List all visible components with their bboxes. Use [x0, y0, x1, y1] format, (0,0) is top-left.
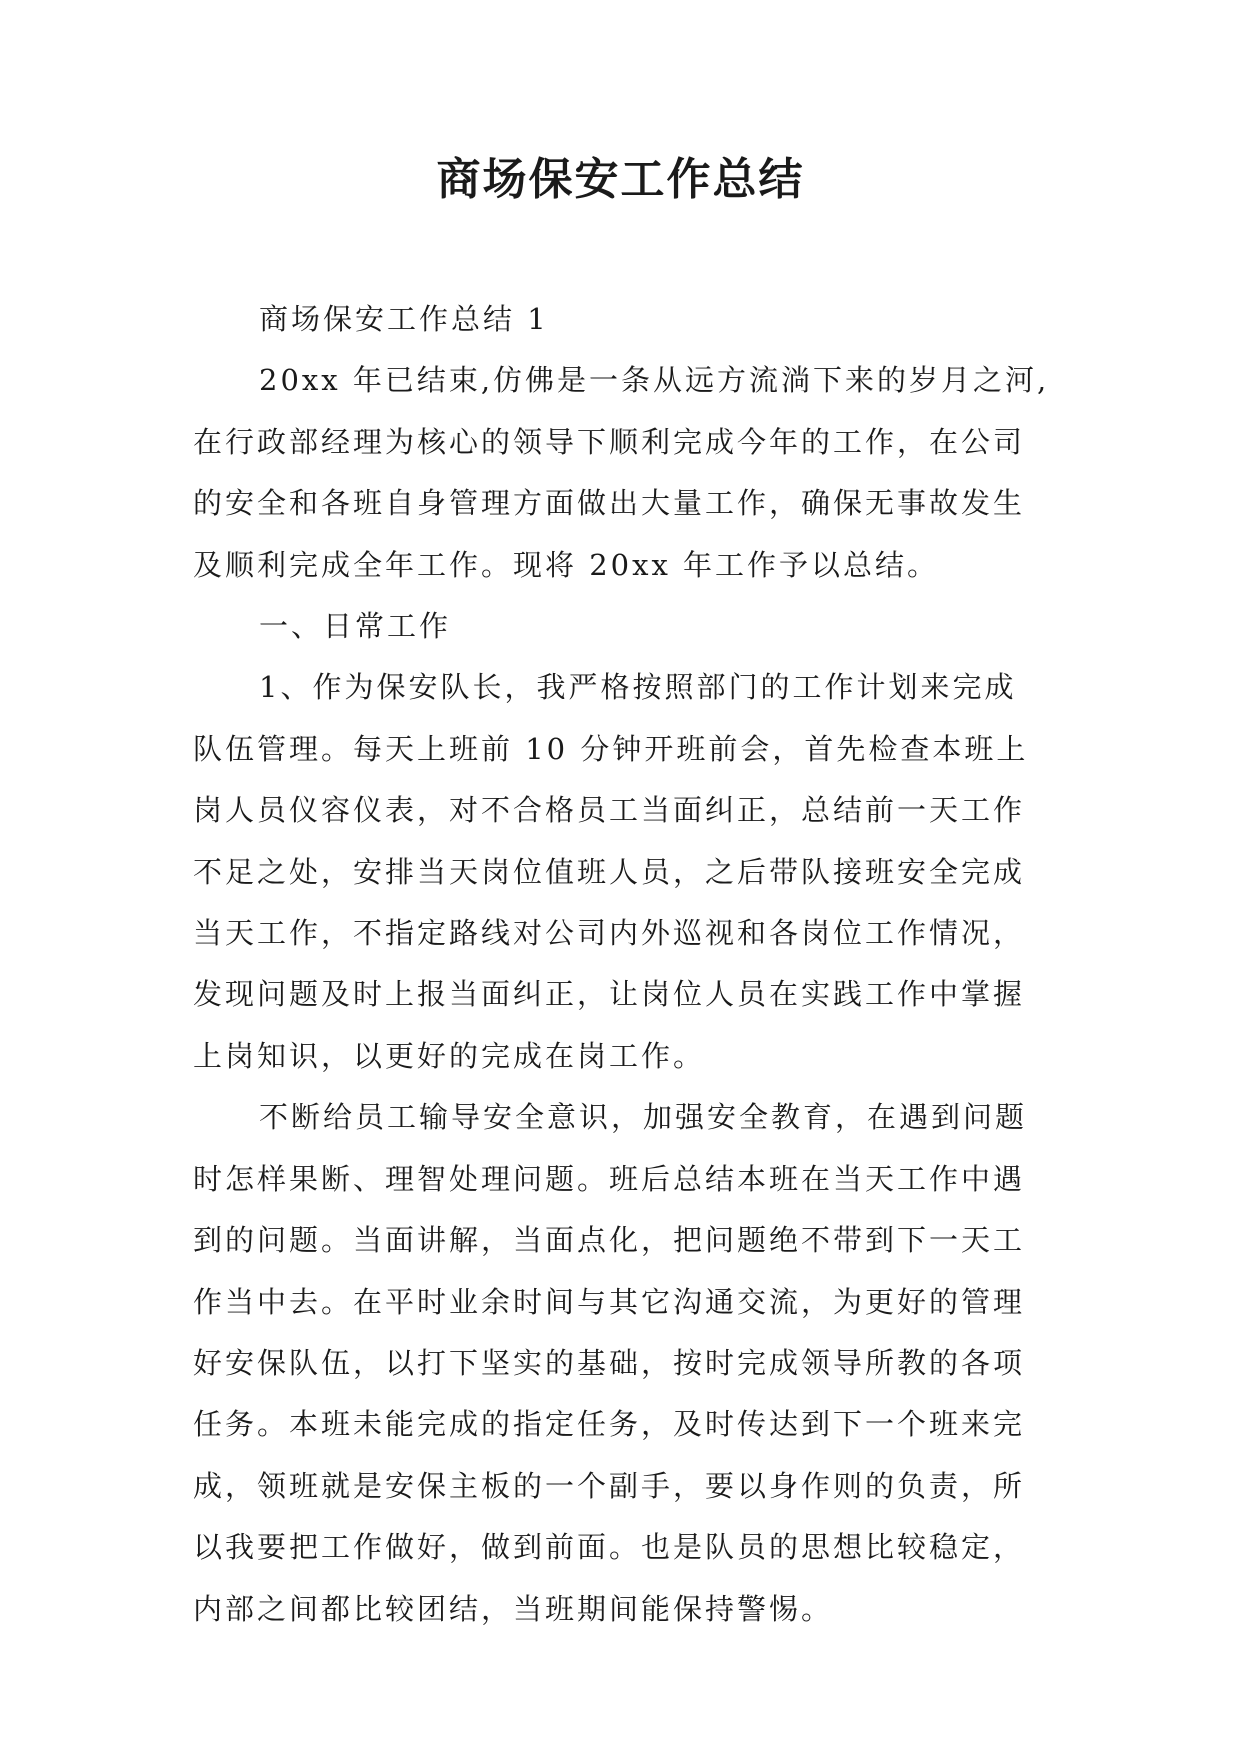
text-line: 在行政部经理为核心的领导下顺利完成今年的工作，在公司	[193, 424, 1026, 459]
paragraph-team-management	[193, 657, 1058, 1087]
text-line: 发现问题及时上报当面纠正，让岗位人员在实践工作中掌握	[193, 977, 1026, 1012]
text-line: 上岗知识，以更好的完成在岗工作。	[193, 1038, 706, 1073]
text-line: 时怎样果断、理智处理问题。班后总结本班在当天工作中遇	[193, 1161, 1026, 1196]
text-line: 20xx 年已结束,仿佛是一条从远方流淌下来的岁月之河,	[259, 363, 1050, 398]
document-title: 商场保安工作总结	[436, 154, 805, 205]
text-line: 1、作为保安队长，我严格按照部门的工作计划来完成	[259, 670, 1017, 705]
section-heading-daily-work	[193, 596, 1058, 657]
text-line: 内部之间都比较团结，当班期间能保持警惕。	[193, 1591, 834, 1626]
text-line: 不断给员工输导安全意识，加强安全教育，在遇到问题	[259, 1100, 1028, 1135]
text-line: 商场保安工作总结 1	[259, 302, 549, 336]
text-line: 以我要把工作做好，做到前面。也是队员的思想比较稳定，	[193, 1530, 1026, 1565]
text-line: 好安保队伍，以打下坚实的基础，按时完成领导所教的各项	[193, 1345, 1026, 1380]
text-line: 及顺利完成全年工作。现将 20xx 年工作予以总结。	[193, 547, 940, 582]
section-heading-1	[193, 289, 1058, 350]
text-line: 队伍管理。每天上班前 10 分钟开班前会，首先检查本班上	[193, 731, 1029, 766]
text-line: 岗人员仪容仪表，对不合格员工当面纠正，总结前一天工作	[193, 793, 1026, 828]
text-line: 任务。本班未能完成的指定任务，及时传达到下一个班来完	[193, 1407, 1026, 1442]
text-line: 作当中去。在平时业余时间与其它沟通交流，为更好的管理	[193, 1284, 1026, 1319]
text-line: 一、日常工作	[259, 609, 452, 644]
text-line: 到的问题。当面讲解，当面点化，把问题绝不带到下一天工	[193, 1223, 1026, 1258]
paragraph-safety-education	[193, 1087, 1058, 1640]
text-line: 当天工作，不指定路线对公司内外巡视和各岗位工作情况，	[193, 916, 1026, 951]
document-body	[193, 289, 1058, 1640]
text-line: 不足之处，安排当天岗位值班人员，之后带队接班安全完成	[193, 854, 1026, 889]
text-line: 成，领班就是安保主板的一个副手，要以身作则的负责，所	[193, 1468, 1026, 1503]
text-line: 的安全和各班自身管理方面做出大量工作，确保无事故发生	[193, 486, 1026, 521]
paragraph-intro	[193, 350, 1058, 596]
